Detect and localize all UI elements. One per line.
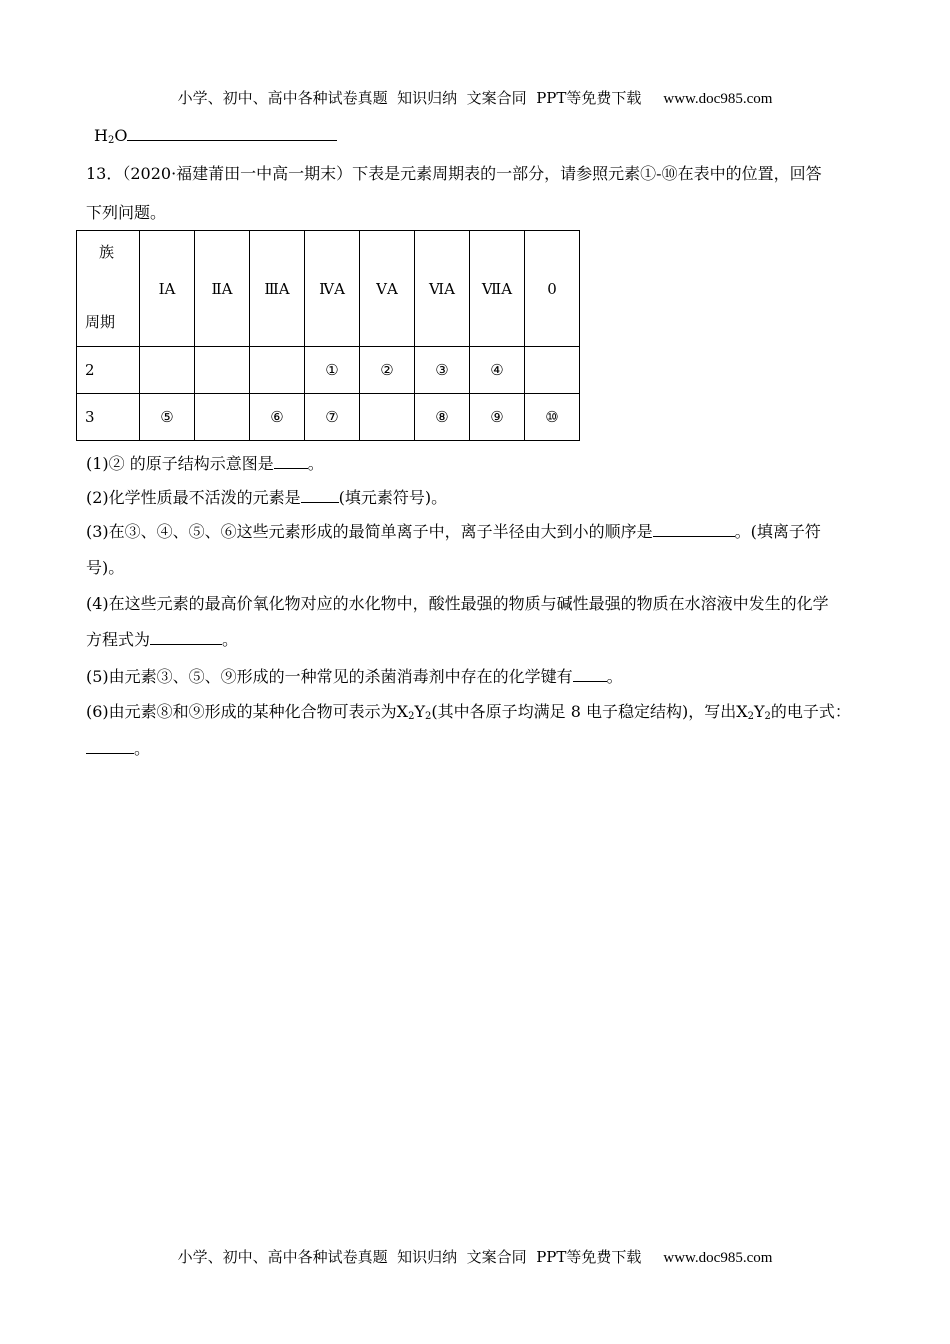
item-4-blank[interactable] — [150, 630, 222, 645]
table-row — [77, 394, 580, 441]
table-row — [77, 347, 580, 394]
table-cell: ④ — [470, 347, 525, 394]
formula-x: X — [736, 702, 748, 721]
item-4: (4)在这些元素的最高价氧化物对应的水化物中，酸性最强的物质与碱性最强的物质在水溶液中发生的化学 — [86, 594, 829, 613]
page-footer — [0, 1246, 950, 1267]
item-5-blank[interactable] — [573, 667, 607, 682]
group-header: ⅡA — [195, 231, 250, 347]
item-3-text: (3)在③、④、⑤、⑥这些元素形成的最简单离子中，离子半径由大到小的顺序是 — [86, 522, 653, 541]
item-1-text: (1)② 的原子结构示意图是 — [86, 454, 274, 473]
table-cell — [525, 347, 580, 394]
period-label: 2 — [77, 347, 140, 394]
item-6-text-c: 的电子式： — [770, 702, 851, 721]
header-url[interactable]: www.doc985.com — [663, 91, 773, 107]
formula-h: H — [94, 126, 108, 145]
item-6-cont — [86, 736, 150, 759]
table-cell: ⑧ — [415, 394, 470, 441]
footer-url[interactable]: www.doc985.com — [663, 1250, 773, 1266]
periodic-table-fragment — [76, 230, 580, 441]
table-header-row — [77, 231, 580, 347]
group-header: ⅤA — [360, 231, 415, 347]
corner-group-label: 族 — [99, 243, 115, 261]
page-header — [0, 87, 950, 108]
table-corner — [77, 231, 140, 347]
item-2 — [86, 485, 447, 508]
item-5-end: 。 — [606, 667, 623, 686]
period-label: 3 — [77, 394, 140, 441]
group-header: 0 — [525, 231, 580, 347]
formula-sub: 2 — [107, 135, 115, 146]
formula-sub: 2 — [408, 711, 415, 722]
question-title-cont: 下列问题。 — [86, 203, 167, 222]
item-5 — [86, 664, 623, 687]
item-5-text: (5)由元素③、⑤、⑨形成的一种常见的杀菌消毒剂中存在的化学键有 — [86, 667, 573, 686]
header-text: 小学、初中、高中各种试卷真题 知识归纳 文案合同 PPT等免费下载 — [177, 89, 642, 107]
formula-y: Y — [414, 702, 425, 721]
item-3-blank[interactable] — [653, 522, 735, 537]
formula-o: O — [114, 126, 128, 145]
item-6-text-a: (6)由元素⑧和⑨形成的某种化合物可表示为 — [86, 702, 397, 721]
formula-x: X — [396, 702, 409, 721]
question-title: 13．（2020·福建莆田一中高一期末）下表是元素周期表的一部分，请参照元素①-⑩在表中的位置，回答 — [86, 164, 822, 183]
previous-answer-line — [94, 126, 337, 146]
item-3 — [86, 519, 821, 542]
table-cell — [360, 394, 415, 441]
formula-sub: 2 — [425, 711, 432, 722]
item-3-end: 。(填离子符 — [734, 522, 821, 541]
item-6 — [86, 699, 851, 722]
footer-text: 小学、初中、高中各种试卷真题 知识归纳 文案合同 PPT等免费下载 — [177, 1248, 642, 1266]
formula-y: Y — [753, 702, 765, 721]
item-2-end: (填元素符号)。 — [338, 488, 448, 507]
table-cell: ⑨ — [470, 394, 525, 441]
item-1-end: 。 — [307, 454, 324, 473]
table-cell — [195, 394, 250, 441]
table-cell: ③ — [415, 347, 470, 394]
group-header: ⅦA — [470, 231, 525, 347]
item-4-end: 。 — [222, 630, 239, 649]
table-cell — [195, 347, 250, 394]
item-4-cont — [86, 627, 238, 650]
item-6-blank[interactable] — [86, 739, 134, 754]
table-cell: ⑥ — [250, 394, 305, 441]
formula-sub: 2 — [747, 711, 754, 722]
formula-sub: 2 — [764, 711, 771, 722]
item-2-blank[interactable] — [301, 488, 339, 503]
item-3-cont: 号)。 — [86, 558, 125, 577]
item-1-blank[interactable] — [274, 454, 308, 469]
group-header: ⅥA — [415, 231, 470, 347]
table-cell — [250, 347, 305, 394]
corner-period-label: 周期 — [85, 313, 116, 331]
table-cell — [140, 347, 195, 394]
group-header: ⅠA — [140, 231, 195, 347]
item-6-text-b: (其中各原子均满足 8 电子稳定结构)，写出 — [431, 702, 737, 721]
answer-blank[interactable] — [127, 126, 337, 141]
item-4-text: 方程式为 — [86, 630, 151, 649]
group-header: ⅢA — [250, 231, 305, 347]
table-cell: ⑤ — [140, 394, 195, 441]
table-cell: ⑦ — [305, 394, 360, 441]
table-cell: ① — [305, 347, 360, 394]
table-cell: ⑩ — [525, 394, 580, 441]
item-1 — [86, 451, 324, 474]
item-6-end: 。 — [134, 739, 151, 758]
group-header: ⅣA — [305, 231, 360, 347]
table-cell: ② — [360, 347, 415, 394]
item-2-text: (2)化学性质最不活泼的元素是 — [86, 488, 301, 507]
